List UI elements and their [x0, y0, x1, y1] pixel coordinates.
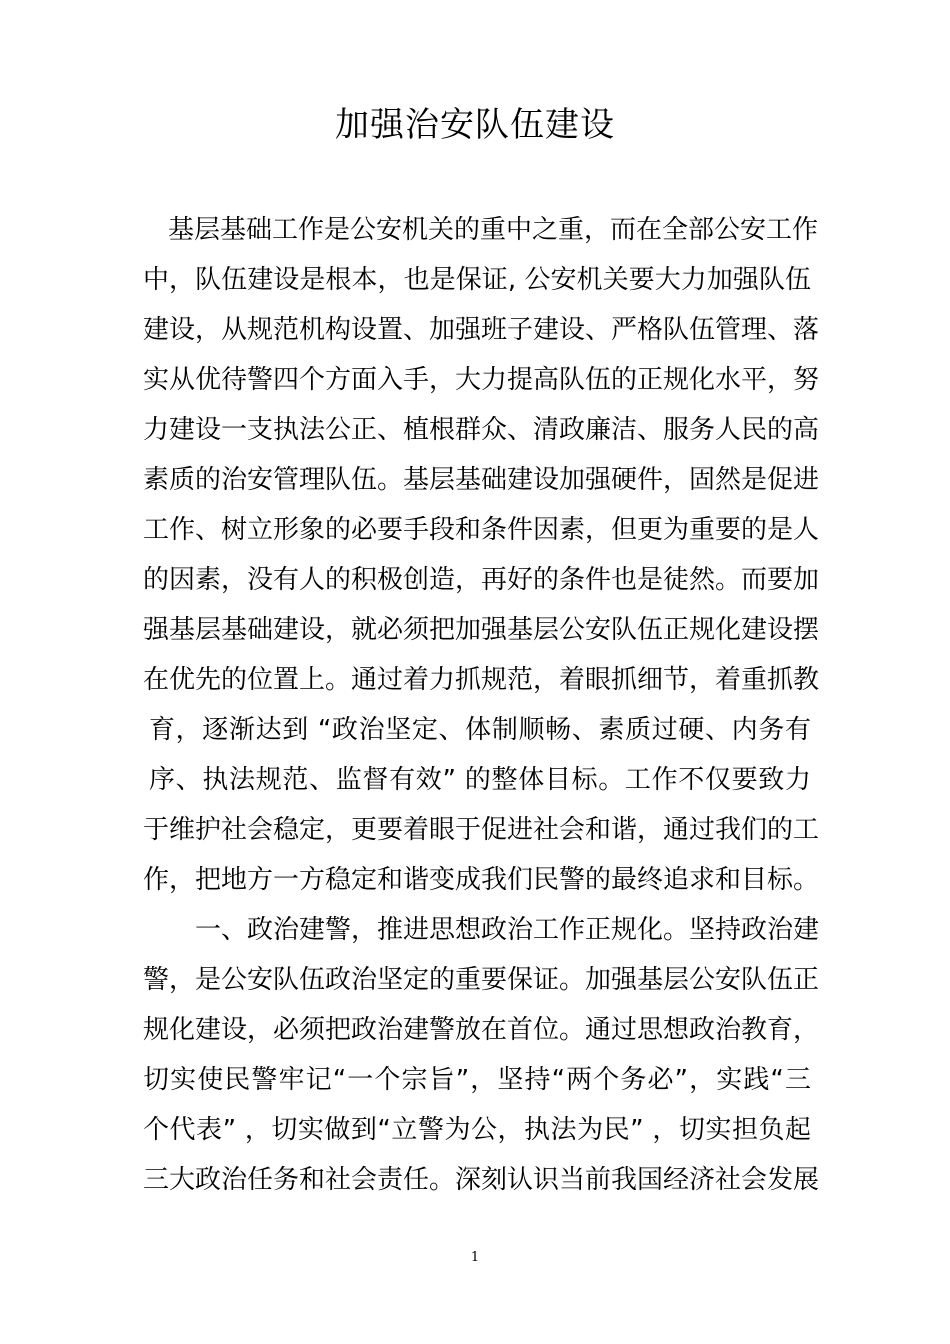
text-line: 强基层基础建设，就必须把加强基层公安队伍正规化建设摆 [143, 615, 820, 645]
text-line: 作，把地方一方稳定和谐变成我们民警的最终追求和目标。 [143, 865, 820, 895]
text-line: 力建设一支执法公正、植根群众、清政廉洁、服务人民的高 [143, 415, 820, 445]
document-body [143, 205, 820, 1205]
text-line: 警，是公安队伍政治坚定的重要保证。加强基层公安队伍正 [143, 965, 820, 995]
text-line: 序、执法规范、监督有效” 的整体目标。工作不仅要致力 [149, 765, 811, 795]
text-line: 于维护社会稳定，更要着眼于促进社会和谐，通过我们的工 [143, 815, 820, 845]
text-line: 工作、树立形象的必要手段和条件因素，但更为重要的是人 [143, 515, 820, 545]
text-line: 个代表” ，切实做到“立警为公，执法为民” ，切实担负起 [143, 1115, 811, 1145]
text-line: 一、政治建警，推进思想政治工作正规化。坚持政治建 [195, 915, 820, 945]
text-line: 规化建设，必须把政治建警放在首位。通过思想政治教育， [143, 1015, 820, 1045]
text-line: 基层基础工作是公安机关的重中之重，而在全部公安工作 [168, 215, 819, 245]
document-title: 加强治安队伍建设 [335, 105, 615, 145]
text-line: 实从优待警四个方面入手，大力提高队伍的正规化水平，努 [143, 365, 820, 395]
text-line: 素质的治安管理队伍。基层基础建设加强硬件，固然是促进 [143, 465, 820, 495]
text-line: 建设，从规范机构设置、加强班子建设、严格队伍管理、落 [143, 315, 820, 345]
page-number: 1 [470, 1250, 480, 1265]
text-line: 切实使民警牢记“一个宗旨”，坚持“两个务必”，实践“三 [143, 1065, 811, 1095]
text-line: 的因素，没有人的积极创造，再好的条件也是徒然。而要加 [143, 565, 820, 595]
text-line: 在优先的位置上。通过着力抓规范，着眼抓细节，着重抓教 [143, 665, 820, 695]
text-line: 三大政治任务和社会责任。深刻认识当前我国经济社会发展 [143, 1165, 820, 1195]
text-line: 中，队伍建设是根本，也是保证, 公安机关要大力加强队伍 [143, 265, 811, 295]
text-line: 育，逐渐达到 “政治坚定、体制顺畅、素质过硬、内务有 [149, 715, 811, 745]
